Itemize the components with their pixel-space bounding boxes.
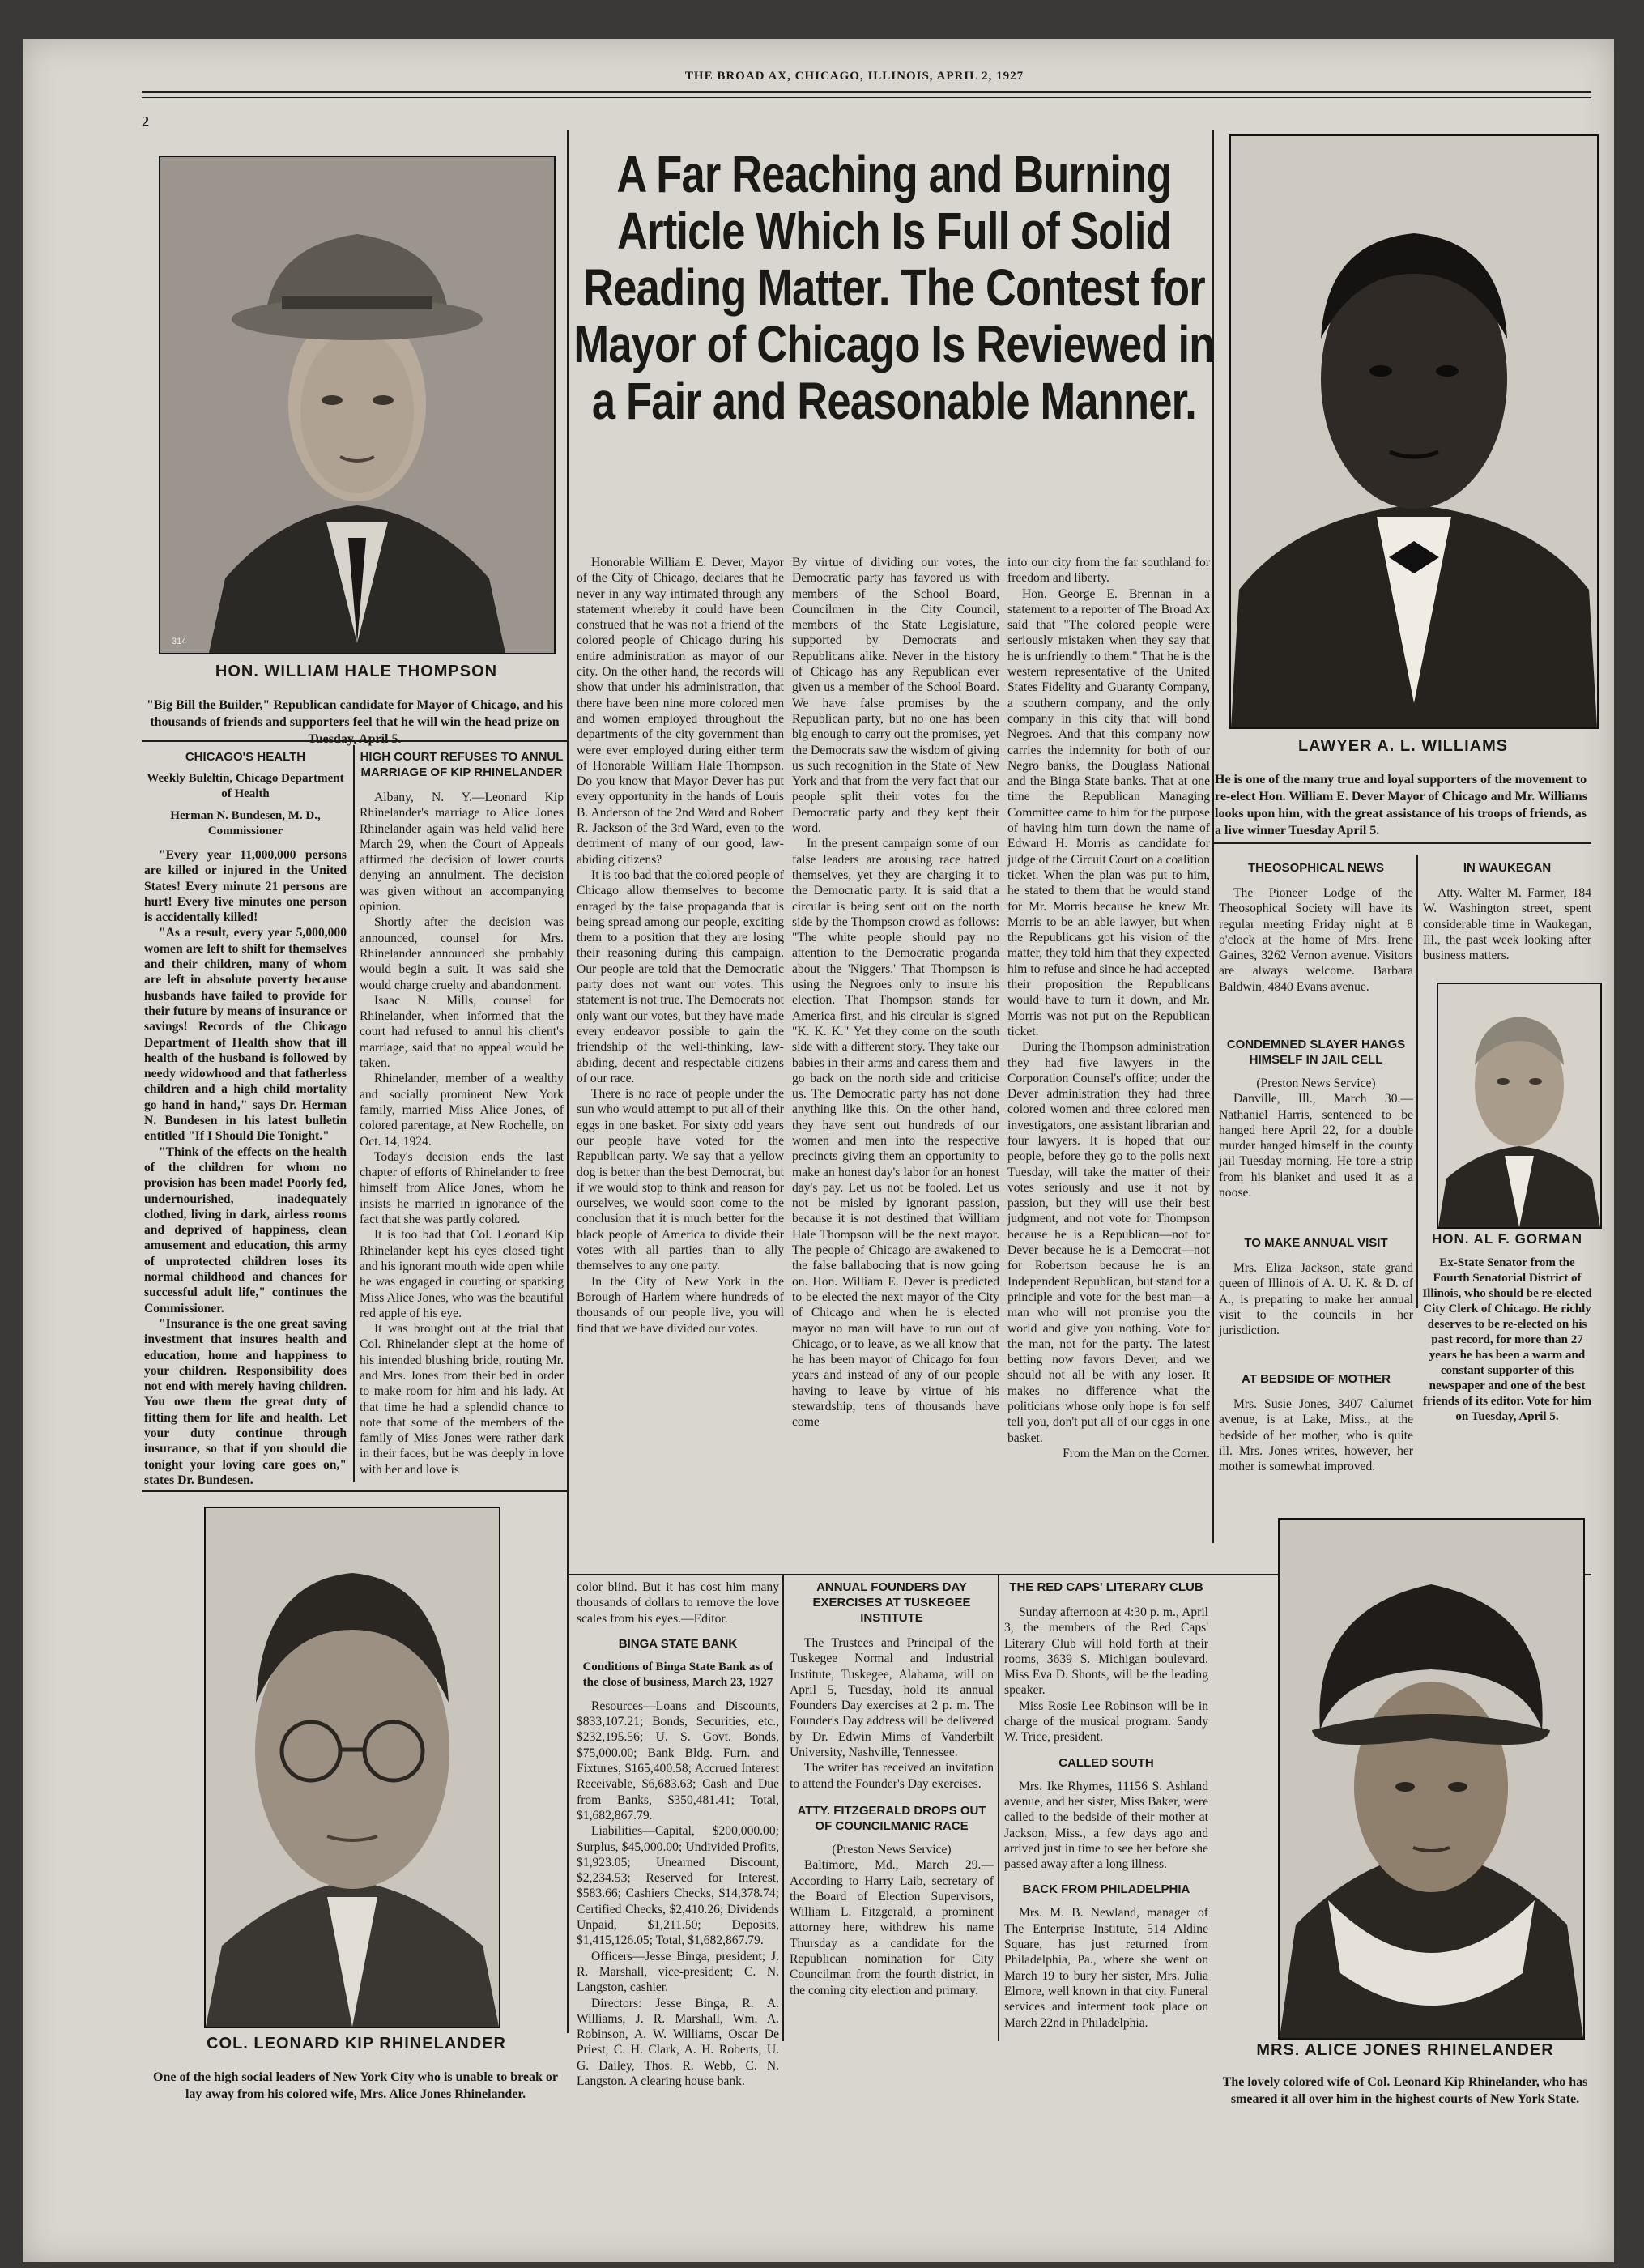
paragraph: Officers—Jesse Binga, president; J. R. Marshall, vice-president; C. N. Langston, cashier.	[577, 1949, 779, 1995]
main-article-column-3	[1007, 555, 1210, 1571]
article-title: BINGA STATE BANK	[618, 1636, 738, 1651]
main-article-column-1	[577, 555, 784, 1571]
paragraph: There is no race of people under the sun who would attempt to put all of their eggs in one basket. For sixty odd years our people have voted for the Republican party. We say that a yellow dog is better than the best Democrat, but if we would stop to think and reason for ourselves, we would soon come to the conclusion that it is much better for the black people of America to divide their votes with all parties than to ally themselves to any one party.	[577, 1087, 784, 1273]
paragraph: Danville, Ill., March 30.—Nathaniel Harris, sentenced to be hanged here April 22, for a double murder hanged himself in the county jail Tuesday morning. He tore a strip from his blanket and used it as a noose.	[1219, 1092, 1413, 1200]
section-rule	[1212, 842, 1591, 844]
article-title: CHICAGO'S HEALTH	[185, 750, 306, 764]
paragraph: The Pioneer Lodge of the Theosophical Society will have its regular meeting Friday night at 8 o'clock at the home of Mrs. Irene Gaines, 3262 Vernon avenue. Visitors are always welcome. Barbara Baldwin, 4840 Evans avenue.	[1219, 886, 1413, 994]
caption-rhinelander: One of the high social leaders of New York City who is unable to break or lay away from his colored wife, Mrs. Alice Jones Rhinelander.	[153, 2070, 558, 2101]
photo-code: 314	[172, 637, 187, 646]
column-rule	[782, 1575, 784, 2041]
column-rule	[353, 745, 355, 1482]
article-high-court	[360, 749, 564, 1482]
paragraph: color blind. But it has cost him many thousands of dollars to remove the love scales from his eyes.—Editor.	[577, 1580, 779, 1626]
photo-alice-jones-rhinelander	[1278, 1518, 1585, 2040]
paragraph: In the City of New York in the Borough of Harlem where hundreds of thousands of our people live, you will find that we have divided our votes.	[577, 1274, 784, 1336]
paragraph: It is too bad that Col. Leonard Kip Rhinelander kept his eyes closed tight and his ignorant mouth wide open while he was engaged in courting or sparking Miss Alice Jones, who was the beautiful red apple of his eye.	[360, 1228, 564, 1320]
paragraph: Rhinelander, member of a wealthy and socially prominent New York family, married Miss Alice Jones, of colored parentage, at New Rochelle, on Oct. 14, 1924.	[360, 1072, 564, 1149]
caption-title-rhinelander: COL. LEONARD KIP RHINELANDER	[207, 2035, 506, 2053]
page-number: 2	[142, 113, 149, 130]
paragraph: "As a result, every year 5,000,000 women are left to shift for themselves and their children, many of whom are left in absolute poverty because husbands have failed to provide for their future by means of insurance or savings! Records of the Chicago Department of Health show that ill health of the husband is followed by needy widowhood and that fatherless children and a high child mortality go hand in hand," says Dr. Herman N. Bundesen in his latest bulletin entitled "If I Should Die Tonight."	[144, 926, 347, 1144]
masthead: THE BROAD AX, CHICAGO, ILLINOIS, APRIL 2, 1927	[684, 70, 1024, 83]
article-title-fitzgerald: ATTY. FITZGERALD DROPS OUT OF COUNCILMANIC RACE	[797, 1803, 986, 1833]
source: (Preston News Service)	[832, 1842, 952, 1857]
article-title: HIGH COURT REFUSES TO ANNUL MARRIAGE OF KIP RHINELANDER	[360, 750, 564, 779]
article-red-caps	[1004, 1580, 1208, 2037]
paragraph: Honorable William E. Dever, Mayor of the City of Chicago, declares that he never in any way intimated through any statement whereby it could have been construed that he was not a friend of the colored people of Chicago during his entire administration as mayor of our city. On the other hand, the records will show that under his administration, that there have been nine more colored men and women employed throughout the departments of the city government than were ever employed during either term of Honorable William Hale Thompson. Do you know that Mayor Dever has put every opportunity in the hands of Louis B. Anderson of the 2nd Ward and Robert R. Jackson of the 3rd Ward, even to the detriment of many of our good, law-abiding citizens?	[577, 556, 784, 867]
article-theosophical	[1219, 860, 1413, 1030]
masthead-rule-thin	[142, 97, 1591, 98]
article-chicagos-health	[144, 749, 347, 1487]
paragraph: Today's decision ends the last chapter of efforts of Rhinelander to free himself from Alice Jones, whom he insists he married in ignorance of the fact that she was partly colored.	[360, 1149, 564, 1227]
article-title: AT BEDSIDE OF MOTHER	[1242, 1372, 1391, 1386]
article-subtitle: Conditions of Binga State Bank as of the close of business, March 23, 1927	[582, 1660, 773, 1689]
photo-william-hale-thompson	[159, 156, 556, 654]
paragraph: Directors: Jesse Binga, R. A. Williams, J. R. Marshall, Wm. A. Robinson, A. W. Williams, Oscar De Priest, C. H. Clark, A. H. Roberts, U. G. Dailey, Thos. R. Webb, C. N. Langston. A clearing house bank.	[577, 1996, 779, 2089]
paragraph: The Trustees and Principal of the Tuskegee Normal and Industrial Institute, Tuskegee, Alabama, will on April 5, Tuesday, hold its annual Founders Day exercises at 2 p. m. The Founder's Day address will be delivered by Dr. Edwin Mims of Vanderbilt University, Nashville, Tennessee.	[790, 1636, 994, 1760]
caption-williams: He is one of the many true and loyal supporters of the movement to re-elect Hon. William E. Dever Mayor of Chicago and Mr. Williams looks upon him, with the great assistance of his troops of friends, as a live winner Tuesday April 5.	[1215, 773, 1587, 838]
paragraph: During the Thompson administration they had five lawyers in the Corporation Counsel's office; under the Dever administration they had three colored women and three colored men investigators, one assistant librarian and four lawyers. It is hoped that our people, before they go to the polls next Tuesday, will take the matter of their votes seriously and use it not by passion, but they will use their best judgment, and not vote for Thompson because he is a Republican—not for Dever because he is a Democrat—not for Robertson because he is an Independent Republican, but stand for a principle and vote for the best man—a man who will not promise you the world and give you nothing. Vote for the man, not for the party. The latest betting now favors Dever, and we should not all be with any loser. It makes no difference what the politicians whose only hope is for self tell you, don't put all of our eggs in one basket.	[1007, 1040, 1210, 1445]
paragraph: The writer has received an invitation to attend the Founder's Day exercises.	[790, 1761, 994, 1791]
article-binga-state-bank	[577, 1580, 779, 2089]
article-waukegan	[1423, 860, 1591, 982]
article-title: THE RED CAPS' LITERARY CLUB	[1009, 1580, 1203, 1594]
column-rule-left	[567, 130, 569, 2033]
paragraph: Shortly after the decision was announced, counsel for Mrs. Rhinelander announced she probably would begin a suit. It was said she would charge cruelty and abandonment.	[360, 915, 564, 992]
paragraph: Mrs. M. B. Newland, manager of The Enterprise Institute, 514 Aldine Square, has just returned from Philadelphia, Pa., where she went on March 19 to bury her sister, Mrs. Julia Elmore, well known in that city. Funeral services and interment took place on March 22nd in Philadelphia.	[1004, 1906, 1208, 2030]
caption-thompson: "Big Bill the Builder," Republican candidate for Mayor of Chicago, and his thousands of friends and supporters feel that he will win the head prize on Tuesday, April 5.	[147, 698, 563, 746]
article-title: ANNUAL FOUNDERS DAY EXERCISES AT TUSKEGEE INSTITUTE	[812, 1580, 971, 1625]
article-title: TO MAKE ANNUAL VISIT	[1244, 1236, 1388, 1250]
article-subtitle: Herman N. Bundesen, M. D., Commissioner	[170, 809, 321, 838]
paragraph: Miss Rosie Lee Robinson will be in charge of the musical program. Sandy W. Trice, president.	[1004, 1699, 1208, 1745]
paragraph: "Every year 11,000,000 persons are killed or injured in the United States! Every minute 21 persons are hurt! Every five minutes one person is accidentally killed!	[144, 848, 347, 925]
caption-title-thompson: HON. WILLIAM HALE THOMPSON	[215, 663, 498, 680]
main-article-column-2	[792, 555, 999, 1571]
photo-al-gorman	[1437, 983, 1602, 1229]
caption-gorman: Ex-State Senator from the Fourth Senatorial District of Illinois, who should be re-elected City Clerk of Chicago. He richly deserves to be re-elected on his past record, for more than 27 years he has been a warm and constant supporter of this newspaper and one of the best friends of its editor. Vote for him on Tuesday, April 5.	[1422, 1256, 1592, 1423]
caption-title-williams: LAWYER A. L. WILLIAMS	[1297, 737, 1509, 755]
section-rule	[142, 1490, 567, 1492]
paragraph: By virtue of dividing our votes, the Democratic party has favored us with members of the School Board, Councilmen in the City Council, members of the State Legislature, supported by Democrats and Republicans alike. Never in the history of Chicago has any Republican ever given us a member of the School Board. We have false promises by the Republican party, but no one has been big enough to carry out the promises, yet the Democrats saw the wisdom of giving us such recognition in the State of New York and that from the very fact that our people split their votes for the Democratic party and they kept their word.	[792, 556, 999, 836]
signature: From the Man on the Corner.	[1063, 1446, 1210, 1460]
paragraph: Albany, N. Y.—Leonard Kip Rhinelander's marriage to Alice Jones Rhinelander again was held valid here March 29, when the Court of Appeals affirmed the decision of lower courts denying an annulment. The decision was given without an accompanying opinion.	[360, 791, 564, 914]
paragraph: Liabilities—Capital, $200,000.00; Surplus, $45,000.00; Undivided Profits, $1,923.05; Unearned Discount, $2,234.53; Reserved for Interest, $583.66; Cashiers Checks, $14,378.74; Certified Checks, $2,410.26; Dividends Unpaid, $1,211.50; Deposits, $1,415,126.05; Total, $1,682,867.79.	[577, 1824, 779, 1948]
paragraph: Atty. Walter M. Farmer, 184 W. Washington street, spent considerable time in Waukegan, Ill., the past week looking after business matters.	[1423, 886, 1591, 963]
article-bedside-of-mother	[1219, 1371, 1413, 1501]
photo-lawyer-williams	[1229, 134, 1599, 729]
article-tuskegee	[790, 1580, 994, 2037]
photo-leonard-kip-rhinelander	[204, 1507, 500, 2028]
article-title-called-south: CALLED SOUTH	[1058, 1755, 1154, 1770]
article-title: THEOSOPHICAL NEWS	[1247, 861, 1385, 875]
main-headline: A Far Reaching and Burning Article Which Is Full of Solid Reading Matter. The Contest for Mayor of Chicago Is Reviewed in a Fair and Reasonable Manner.	[573, 145, 1215, 430]
article-condemned-slayer	[1219, 1037, 1413, 1223]
paragraph: "Think of the effects on the health of the children for whom no provision has been made! Poorly fed, undernourished, inadequately clothed, living in dark, airless rooms and deprived of happiness, clean amusement and education, this army of unprotected children loses its normal childhood and chances for successful adult life," continues the Commissioner.	[144, 1145, 347, 1315]
masthead-rule	[142, 91, 1591, 93]
paragraph: Baltimore, Md., March 29.—According to Harry Laib, secretary of the Board of Election Supervisors, William L. Fitzgerald, a prominent attorney here, withdrew his name Thursday as a candidate for the Republican nomination for City Councilman from the fourth district, in the coming city election and primary.	[790, 1858, 994, 1997]
column-rule	[1416, 855, 1418, 1308]
paragraph: Mrs. Ike Rhymes, 11156 S. Ashland avenue, and her sister, Miss Baker, were called to the bedside of their mother at Jackson, Miss., a few days ago and arrived just in time to see her before she passed away after a long illness.	[1004, 1779, 1208, 1872]
article-annual-visit	[1219, 1235, 1413, 1365]
column-rule	[998, 1575, 999, 2041]
paragraph: Sunday afternoon at 4:30 p. m., April 3, the members of the Red Caps' Literary Club will hold forth at their rooms, 3639 S. Michigan boulevard. Miss Eva D. Shonts, will be the leading speaker.	[1004, 1605, 1208, 1698]
caption-title-gorman: HON. AL F. GORMAN	[1431, 1231, 1583, 1247]
paragraph: Resources—Loans and Discounts, $833,107.21; Bonds, Securities, etc., $232,195.56; U. S. Govt. Bonds, $75,000.00; Bank Bldg. Furn. and Fixtures, $165,400.58; Accrued Interest Receivable, $6,683.63; Cash and Due from Banks, $350,481.41; Total, $1,682,867.79.	[577, 1699, 779, 1823]
paragraph: Isaac N. Mills, counsel for Rhinelander, when informed that the court had refused to annul his client's marriage, said that no appeal would be taken.	[360, 993, 564, 1071]
article-title-philadelphia: BACK FROM PHILADELPHIA	[1022, 1882, 1190, 1897]
caption-title-alice: MRS. ALICE JONES RHINELANDER	[1256, 2041, 1554, 2059]
article-title: CONDEMNED SLAYER HANGS HIMSELF IN JAIL CELL	[1226, 1038, 1406, 1067]
article-subtitle: Weekly Buleltin, Chicago Department of Health	[147, 772, 344, 800]
paragraph: In the present campaign some of our false leaders are arousing race hatred themselves, yet they are charging it to the Democratic party. It is said that a circular is being sent out on the north side by the Thompson crowd as follows: "The white people should pay no attention to the Democratic proganda about the 'Niggers.' That Thompson is using the Negroes only to insure his election. That Thompson stands for America first, and his circular is signed "K. K. K." Yet they come on the south side with a different story. They take our babies in their arms and caress them and go back on the north side and criticise us. The Democratic party has not done anything like this. On the other hand, they have sent out hundreds of our women and men into the respective precincts giving them an opportunity to make an honest day's labor for an honest day's pay. Let us not be fooled. Let us not be misled by ignorant passion, because it is not destined that William Hale Thompson will be the next mayor. The people of Chicago are awakened to the false ballabooing that is now going on. Hon. William E. Dever is predicted to be elected the next mayor of the City of Chicago and when he is elected mayor no man will have to run out of Chicago, or to leave, as we all know that he has been mayor of Chicago for four years and instead of any of our people having to leave by virtue of his stewardship, tens of thousands have come	[792, 837, 999, 1430]
article-title: IN WAUKEGAN	[1463, 861, 1552, 875]
paragraph: Mrs. Susie Jones, 3407 Calumet avenue, is at Lake, Miss., at the bedside of her mother, who is quite ill. Mrs. Jones writes, however, her mother is somewhat improved.	[1219, 1397, 1413, 1474]
paragraph: Hon. George E. Brennan in a statement to a reporter of The Broad Ax said that "The colored people were seriously mistaken when they say that he is unfriendly to them." That he is the western representative of the United States Fidelity and Guaranty Company, a southern company, and the only company in this city that will bond Negroes. And that this company now carries the indemnity for both of our Negro banks, the Douglass National and the Binga State banks. That at one time the Republican Managing Committee came to him for the purpose of having him turn down the name of Edward H. Morris as candidate for judge of the Circuit Court on a coalition ticket. When the plan was put to him, he stated to them that he would stand for Mr. Morris because he knew Mr. Morris to be an able lawyer, but when the Republicans got his vision of the matter, they told him that they expected him to refuse and since he had accepted their proposition the Republicans would have to turn it down, and Mr. Morris was not put on the Republican ticket.	[1007, 586, 1210, 1038]
paragraph: into our city from the far southland for freedom and liberty.	[1007, 556, 1210, 586]
paragraph: It was brought out at the trial that Col. Rhinelander slept at the home of his intended blushing bride, routing Mr. and Mrs. Jones from their bed in order to make room for him and his lady. At that time he had a splendid chance to note that some of the members of the family of Miss Jones were rather dark in their faces, but he was deeply in love with her and love is	[360, 1322, 564, 1477]
paragraph: "Insurance is the one great saving investment that insures health and education, home and happiness to your children. Responsibility does not end with merely having children. You owe them the great duty of fitting them for life and health. Let your duty continue through insurance, so that if you should die tonight your loving care goes on," states Dr. Bundesen.	[144, 1316, 347, 1487]
paragraph: Mrs. Eliza Jackson, state grand queen of Illinois of A. U. K. & D. of A., is preparing to make her annual visit to the councils in her jurisdiction.	[1219, 1261, 1413, 1338]
paragraph: It is too bad that the colored people of Chicago allow themselves to become enraged by the false propaganda that is being spread among our people, exciting them to a position that they are losing their reasoning during this campaign. Our people are told that the Democratic party does not want our votes. This statement is not true. The Democrats not only want our votes, but they have made every endeavor possible to gain the friendship of the well-thinking, law-abiding, decent and respectable citizens of our race.	[577, 868, 784, 1085]
caption-alice: The lovely colored wife of Col. Leonard Kip Rhinelander, who has smeared it all over him in the highest courts of New York State.	[1222, 2075, 1588, 2106]
source: (Preston News Service)	[1256, 1076, 1376, 1090]
